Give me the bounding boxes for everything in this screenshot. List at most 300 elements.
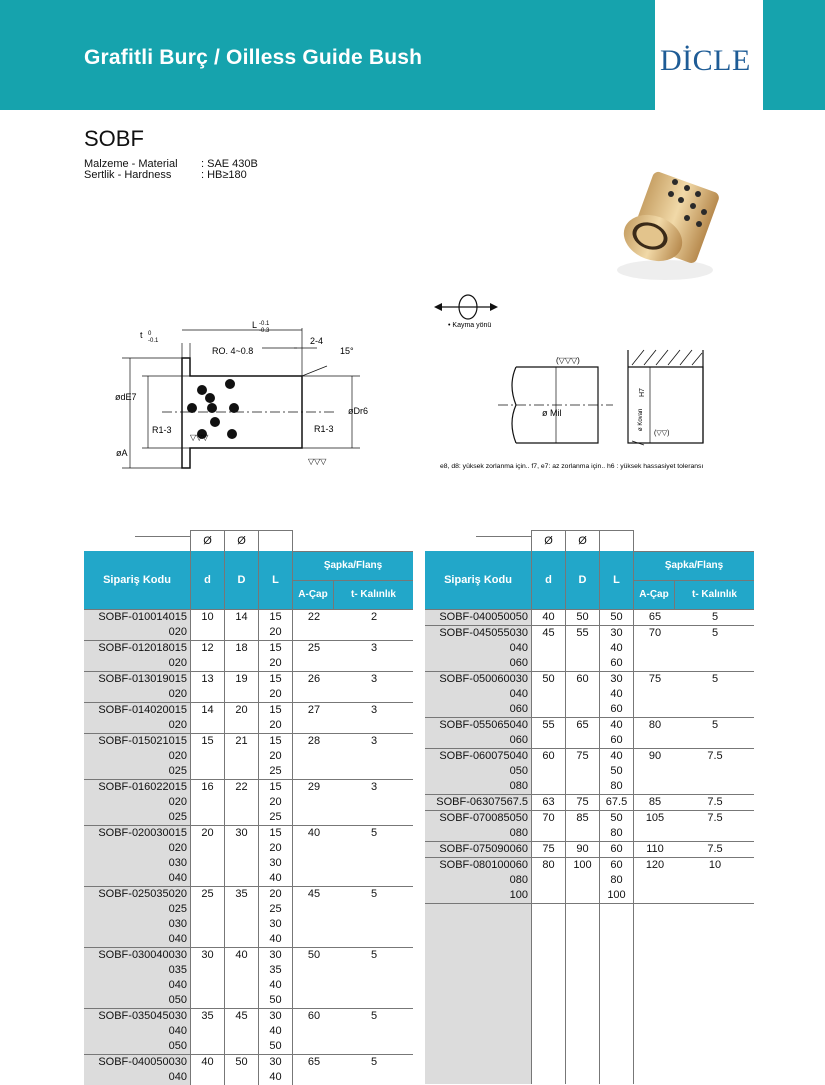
cell-L: 15 bbox=[259, 733, 293, 749]
cell-L: 30 bbox=[259, 947, 293, 963]
cell-d bbox=[191, 718, 225, 734]
table-row bbox=[84, 749, 413, 764]
cell-D: 75 bbox=[566, 794, 600, 810]
cell-a bbox=[293, 749, 336, 764]
cell-code: SOBF-060075040 bbox=[425, 748, 532, 764]
cell-code: SOBF-06307567.5 bbox=[425, 794, 532, 810]
header-code: Sipariş Kodu bbox=[84, 551, 191, 609]
spec-label: Malzeme - Material bbox=[84, 158, 178, 170]
svg-text:▽▽▽: ▽▽▽ bbox=[190, 433, 209, 442]
cell-t bbox=[335, 764, 413, 780]
dim-r13-right: R1-3 bbox=[314, 424, 334, 434]
table-row bbox=[84, 625, 413, 641]
cell-code: 025 bbox=[84, 810, 191, 826]
cell-code: SOBF-055065040 bbox=[425, 717, 532, 733]
cell-code: SOBF-040050030 bbox=[84, 1054, 191, 1070]
cell-code: 040 bbox=[425, 687, 532, 702]
cell-L: 15 bbox=[259, 702, 293, 718]
table-row bbox=[425, 794, 754, 810]
empty-row bbox=[425, 994, 754, 1009]
cell-t: 3 bbox=[335, 671, 413, 687]
table-row bbox=[84, 702, 413, 718]
cell-L: 20 bbox=[259, 841, 293, 856]
header-strip bbox=[763, 0, 825, 110]
cell-D: 50 bbox=[566, 609, 600, 625]
cell-d bbox=[532, 888, 566, 904]
cell-t bbox=[676, 888, 754, 904]
cell-t: 3 bbox=[335, 733, 413, 749]
cell-t bbox=[335, 932, 413, 948]
cell-d bbox=[191, 764, 225, 780]
cell-t bbox=[335, 856, 413, 871]
cell-D bbox=[225, 795, 259, 810]
cell-t: 5 bbox=[676, 671, 754, 687]
dim-angle: 15° bbox=[340, 346, 354, 356]
cell-L: 80 bbox=[600, 873, 634, 888]
cell-d: 55 bbox=[532, 717, 566, 733]
cell-a bbox=[634, 641, 677, 656]
table-row bbox=[425, 841, 754, 857]
cell-t bbox=[676, 779, 754, 795]
cell-L: 40 bbox=[600, 717, 634, 733]
cell-code: 040 bbox=[84, 978, 191, 993]
empty-row bbox=[425, 1069, 754, 1084]
cell-d: 60 bbox=[532, 748, 566, 764]
cell-d bbox=[191, 749, 225, 764]
cell-a bbox=[634, 687, 677, 702]
cell-L: 60 bbox=[600, 656, 634, 672]
cell-code: 020 bbox=[84, 656, 191, 672]
table-row bbox=[84, 1070, 413, 1085]
cell-L: 25 bbox=[259, 902, 293, 917]
table-row bbox=[84, 871, 413, 887]
cell-D bbox=[225, 963, 259, 978]
cell-a bbox=[634, 733, 677, 749]
cell-D bbox=[566, 687, 600, 702]
spec-label: Sertlik - Hardness bbox=[84, 169, 172, 181]
cell-code: 060 bbox=[425, 656, 532, 672]
cell-t: 7.5 bbox=[676, 794, 754, 810]
dim-t-upper: 0 bbox=[148, 331, 152, 337]
table-row bbox=[84, 902, 413, 917]
cell-t bbox=[335, 993, 413, 1009]
cell-d bbox=[532, 702, 566, 718]
dim-a: øA bbox=[116, 448, 128, 458]
cell-a bbox=[634, 764, 677, 779]
cell-d bbox=[191, 902, 225, 917]
rotation-icon bbox=[430, 290, 510, 330]
cell-code: 025 bbox=[84, 902, 191, 917]
empty-row bbox=[425, 934, 754, 949]
cell-a bbox=[293, 978, 336, 993]
table-row bbox=[425, 873, 754, 888]
bush-drawing bbox=[112, 318, 382, 478]
cell-t: 5 bbox=[335, 1008, 413, 1024]
cell-a bbox=[293, 841, 336, 856]
spec-value: : HB≥180 bbox=[201, 169, 247, 181]
cell-D: 45 bbox=[225, 1008, 259, 1024]
table-row bbox=[425, 733, 754, 749]
cell-d bbox=[191, 841, 225, 856]
cell-D bbox=[566, 733, 600, 749]
cell-t bbox=[676, 764, 754, 779]
cell-t: 5 bbox=[676, 609, 754, 625]
cell-D bbox=[225, 810, 259, 826]
kovan-label: ø Kovan bbox=[638, 408, 644, 431]
cell-a bbox=[293, 932, 336, 948]
cell-t bbox=[676, 641, 754, 656]
cell-a bbox=[293, 1070, 336, 1085]
cell-D bbox=[225, 841, 259, 856]
cell-L: 50 bbox=[600, 609, 634, 625]
cell-d: 14 bbox=[191, 702, 225, 718]
table-row bbox=[84, 1054, 413, 1070]
cell-t: 7.5 bbox=[676, 748, 754, 764]
cell-D: 21 bbox=[225, 733, 259, 749]
dim-l-upper: -0.1 bbox=[259, 321, 270, 327]
cell-D bbox=[225, 625, 259, 641]
cell-t bbox=[335, 917, 413, 932]
cell-t: 7.5 bbox=[676, 810, 754, 826]
empty-row bbox=[425, 919, 754, 934]
cell-code: SOBF-035045030 bbox=[84, 1008, 191, 1024]
cell-a: 22 bbox=[293, 609, 336, 625]
cell-code: 050 bbox=[84, 993, 191, 1009]
cell-L: 40 bbox=[259, 871, 293, 887]
cell-code: 080 bbox=[425, 873, 532, 888]
cell-d: 15 bbox=[191, 733, 225, 749]
product-photo bbox=[605, 160, 725, 290]
cell-code: 060 bbox=[425, 733, 532, 749]
header-L: L bbox=[259, 551, 293, 609]
cell-a bbox=[293, 902, 336, 917]
table-row bbox=[425, 764, 754, 779]
cell-d bbox=[532, 733, 566, 749]
cell-d: 13 bbox=[191, 671, 225, 687]
cell-L: 15 bbox=[259, 671, 293, 687]
cell-a bbox=[634, 826, 677, 842]
cell-D bbox=[225, 917, 259, 932]
table-row bbox=[425, 810, 754, 826]
cell-t bbox=[335, 871, 413, 887]
cell-a bbox=[293, 687, 336, 703]
cell-d: 40 bbox=[532, 609, 566, 625]
dim-de7: ødE7 bbox=[115, 392, 137, 402]
spec-value: : SAE 430B bbox=[201, 158, 258, 170]
header-L: L bbox=[600, 551, 634, 609]
cell-L: 30 bbox=[259, 856, 293, 871]
cell-L: 40 bbox=[600, 641, 634, 656]
cell-D bbox=[225, 902, 259, 917]
cell-L: 30 bbox=[259, 1054, 293, 1070]
table-row bbox=[425, 779, 754, 795]
cell-d bbox=[191, 963, 225, 978]
cell-t bbox=[335, 978, 413, 993]
table-row bbox=[425, 641, 754, 656]
cell-code: 040 bbox=[84, 871, 191, 887]
cell-L: 15 bbox=[259, 779, 293, 795]
cell-L: 15 bbox=[259, 609, 293, 625]
cell-d bbox=[532, 873, 566, 888]
cell-t bbox=[676, 733, 754, 749]
cell-d bbox=[191, 1039, 225, 1055]
cell-t: 10 bbox=[676, 857, 754, 873]
cell-L: 20 bbox=[259, 687, 293, 703]
header-a: A-Çap bbox=[634, 580, 675, 609]
header-flans: Şapka/Flanş bbox=[634, 552, 754, 581]
cell-code: SOBF-045055030 bbox=[425, 625, 532, 641]
cell-D: 100 bbox=[566, 857, 600, 873]
cell-code: SOBF-020030015 bbox=[84, 825, 191, 841]
cell-D: 20 bbox=[225, 702, 259, 718]
cell-d bbox=[191, 978, 225, 993]
dim-ro: RO. 4~0.8 bbox=[212, 346, 254, 356]
cell-d: 45 bbox=[532, 625, 566, 641]
empty-row bbox=[425, 1039, 754, 1054]
cell-D bbox=[566, 656, 600, 672]
table-row bbox=[425, 748, 754, 764]
table-row bbox=[84, 825, 413, 841]
empty-row bbox=[425, 964, 754, 979]
cell-D: 30 bbox=[225, 825, 259, 841]
dim-l-label: L bbox=[252, 320, 258, 330]
cell-t: 3 bbox=[335, 779, 413, 795]
cell-D: 60 bbox=[566, 671, 600, 687]
cell-code: 050 bbox=[84, 1039, 191, 1055]
cell-a: 120 bbox=[634, 857, 677, 873]
cell-code: SOBF-075090060 bbox=[425, 841, 532, 857]
table-row bbox=[84, 917, 413, 932]
cell-L: 15 bbox=[259, 825, 293, 841]
cell-d bbox=[191, 1070, 225, 1085]
cell-D bbox=[225, 1039, 259, 1055]
header-D: D bbox=[225, 551, 259, 609]
cell-d: 10 bbox=[191, 609, 225, 625]
symbol-D: Ø bbox=[225, 531, 259, 552]
cell-a bbox=[293, 917, 336, 932]
cell-d bbox=[191, 993, 225, 1009]
cell-code: 025 bbox=[84, 764, 191, 780]
cell-code: 035 bbox=[84, 963, 191, 978]
cell-L: 50 bbox=[600, 764, 634, 779]
cell-t bbox=[335, 841, 413, 856]
table-row bbox=[84, 993, 413, 1009]
empty-row bbox=[425, 1024, 754, 1039]
dim-r13-left: R1-3 bbox=[152, 425, 172, 435]
product-code: SOBF bbox=[84, 126, 144, 151]
cell-D bbox=[225, 749, 259, 764]
cell-code: 020 bbox=[84, 718, 191, 734]
cell-D bbox=[225, 718, 259, 734]
empty-row bbox=[425, 979, 754, 994]
cell-a bbox=[293, 856, 336, 871]
brand-logo: DİCLE bbox=[660, 44, 751, 77]
table-row bbox=[84, 609, 413, 625]
table-row bbox=[425, 609, 754, 625]
cell-code: 040 bbox=[425, 641, 532, 656]
cell-t bbox=[335, 1024, 413, 1039]
cell-code: SOBF-080100060 bbox=[425, 857, 532, 873]
cell-t bbox=[676, 656, 754, 672]
cell-code: 040 bbox=[84, 1024, 191, 1039]
page-title: Grafitli Burç / Oilless Guide Bush bbox=[84, 46, 423, 69]
cell-L: 60 bbox=[600, 733, 634, 749]
cell-code: 050 bbox=[425, 764, 532, 779]
cell-t bbox=[335, 963, 413, 978]
table-row bbox=[84, 932, 413, 948]
cell-t: 5 bbox=[335, 1054, 413, 1070]
cell-code: SOBF-016022015 bbox=[84, 779, 191, 795]
cell-L: 20 bbox=[259, 795, 293, 810]
cell-L: 67.5 bbox=[600, 794, 634, 810]
cell-code: 040 bbox=[84, 1070, 191, 1085]
tolerance-note: e8, d8: yüksek zorlanma için.. f7, e7: az zorlanma için.. h6 : yüksek hassasiyet toleransı bbox=[440, 463, 704, 470]
cell-D: 35 bbox=[225, 886, 259, 902]
cell-code: 080 bbox=[425, 779, 532, 795]
cell-t: 5 bbox=[335, 886, 413, 902]
cell-d: 75 bbox=[532, 841, 566, 857]
cell-d bbox=[191, 656, 225, 672]
table-row bbox=[425, 702, 754, 718]
cell-L: 80 bbox=[600, 826, 634, 842]
cell-code: SOBF-015021015 bbox=[84, 733, 191, 749]
cell-a: 110 bbox=[634, 841, 677, 857]
header-d: d bbox=[532, 551, 566, 609]
cell-code: SOBF-025035020 bbox=[84, 886, 191, 902]
cell-L: 20 bbox=[259, 625, 293, 641]
header-t: t- Kalınlık bbox=[334, 580, 414, 609]
cell-d bbox=[191, 1024, 225, 1039]
cell-t bbox=[335, 1039, 413, 1055]
cell-d bbox=[532, 779, 566, 795]
cell-t bbox=[335, 749, 413, 764]
cell-D: 90 bbox=[566, 841, 600, 857]
cell-L: 35 bbox=[259, 963, 293, 978]
cell-D bbox=[566, 779, 600, 795]
cell-code: 080 bbox=[425, 826, 532, 842]
cell-D: 75 bbox=[566, 748, 600, 764]
cell-D bbox=[225, 856, 259, 871]
cell-t bbox=[676, 687, 754, 702]
cell-d bbox=[532, 687, 566, 702]
symbol-d: Ø bbox=[191, 531, 225, 552]
table-row bbox=[84, 1039, 413, 1055]
symbol-d: Ø bbox=[532, 531, 566, 552]
header-bar bbox=[0, 0, 655, 110]
cell-L: 40 bbox=[259, 978, 293, 993]
cell-code: SOBF-030040030 bbox=[84, 947, 191, 963]
cell-code: 020 bbox=[84, 625, 191, 641]
table-row bbox=[84, 963, 413, 978]
cell-d bbox=[191, 687, 225, 703]
cell-D: 65 bbox=[566, 717, 600, 733]
cell-a: 75 bbox=[634, 671, 677, 687]
table-row bbox=[425, 625, 754, 641]
fit-drawing bbox=[438, 345, 758, 480]
cell-t bbox=[676, 826, 754, 842]
cell-code: SOBF-050060030 bbox=[425, 671, 532, 687]
cell-D bbox=[225, 764, 259, 780]
cell-L: 30 bbox=[259, 1008, 293, 1024]
cell-d bbox=[191, 917, 225, 932]
cell-d: 63 bbox=[532, 794, 566, 810]
cell-D bbox=[225, 993, 259, 1009]
cell-t bbox=[676, 873, 754, 888]
cell-L: 15 bbox=[259, 640, 293, 656]
cell-code: SOBF-070085050 bbox=[425, 810, 532, 826]
cell-d bbox=[532, 826, 566, 842]
cell-L: 60 bbox=[600, 702, 634, 718]
cell-L: 40 bbox=[259, 1070, 293, 1085]
cell-a: 105 bbox=[634, 810, 677, 826]
rotation-note: • Kayma yönü bbox=[448, 322, 492, 329]
header-t: t- Kalınlık bbox=[675, 580, 755, 609]
cell-t: 5 bbox=[676, 717, 754, 733]
table-row bbox=[84, 795, 413, 810]
cell-d: 50 bbox=[532, 671, 566, 687]
cell-d bbox=[191, 856, 225, 871]
cell-t: 7.5 bbox=[676, 841, 754, 857]
dim-t-lower: -0.1 bbox=[148, 338, 159, 344]
cell-d: 12 bbox=[191, 640, 225, 656]
table-row bbox=[84, 671, 413, 687]
cell-t: 5 bbox=[676, 625, 754, 641]
cell-a: 90 bbox=[634, 748, 677, 764]
cell-L: 20 bbox=[259, 886, 293, 902]
cell-a: 45 bbox=[293, 886, 336, 902]
dim-2-4: 2-4 bbox=[310, 336, 324, 346]
svg-text:(▽▽▽): (▽▽▽) bbox=[556, 356, 580, 365]
cell-a: 50 bbox=[293, 947, 336, 963]
cell-L: 20 bbox=[259, 718, 293, 734]
cell-a: 26 bbox=[293, 671, 336, 687]
cell-a: 65 bbox=[634, 609, 677, 625]
cell-a bbox=[634, 702, 677, 718]
cell-d: 70 bbox=[532, 810, 566, 826]
cell-code: SOBF-010014015 bbox=[84, 609, 191, 625]
dim-t-label: t bbox=[140, 330, 143, 340]
cell-L: 20 bbox=[259, 749, 293, 764]
cell-a: 60 bbox=[293, 1008, 336, 1024]
mil-label: ø Mil bbox=[542, 408, 562, 418]
cell-t bbox=[335, 902, 413, 917]
product-table-right bbox=[425, 530, 754, 1084]
h7-label: H7 bbox=[639, 388, 646, 397]
cell-t: 3 bbox=[335, 702, 413, 718]
cell-D bbox=[566, 888, 600, 904]
cell-a: 27 bbox=[293, 702, 336, 718]
table-row bbox=[84, 640, 413, 656]
cell-D bbox=[225, 1070, 259, 1085]
cell-D bbox=[566, 826, 600, 842]
table-row bbox=[84, 687, 413, 703]
cell-a bbox=[293, 718, 336, 734]
header-flans: Şapka/Flanş bbox=[293, 552, 413, 581]
cell-L: 40 bbox=[259, 1024, 293, 1039]
table-row bbox=[425, 888, 754, 904]
cell-a bbox=[634, 888, 677, 904]
cell-t bbox=[335, 687, 413, 703]
cell-L: 20 bbox=[259, 656, 293, 672]
table-row bbox=[425, 656, 754, 672]
cell-t bbox=[335, 625, 413, 641]
cell-t bbox=[676, 702, 754, 718]
svg-text:(▽▽): (▽▽) bbox=[654, 430, 670, 437]
cell-a: 80 bbox=[634, 717, 677, 733]
cell-code: 100 bbox=[425, 888, 532, 904]
cell-a: 25 bbox=[293, 640, 336, 656]
cell-D: 85 bbox=[566, 810, 600, 826]
